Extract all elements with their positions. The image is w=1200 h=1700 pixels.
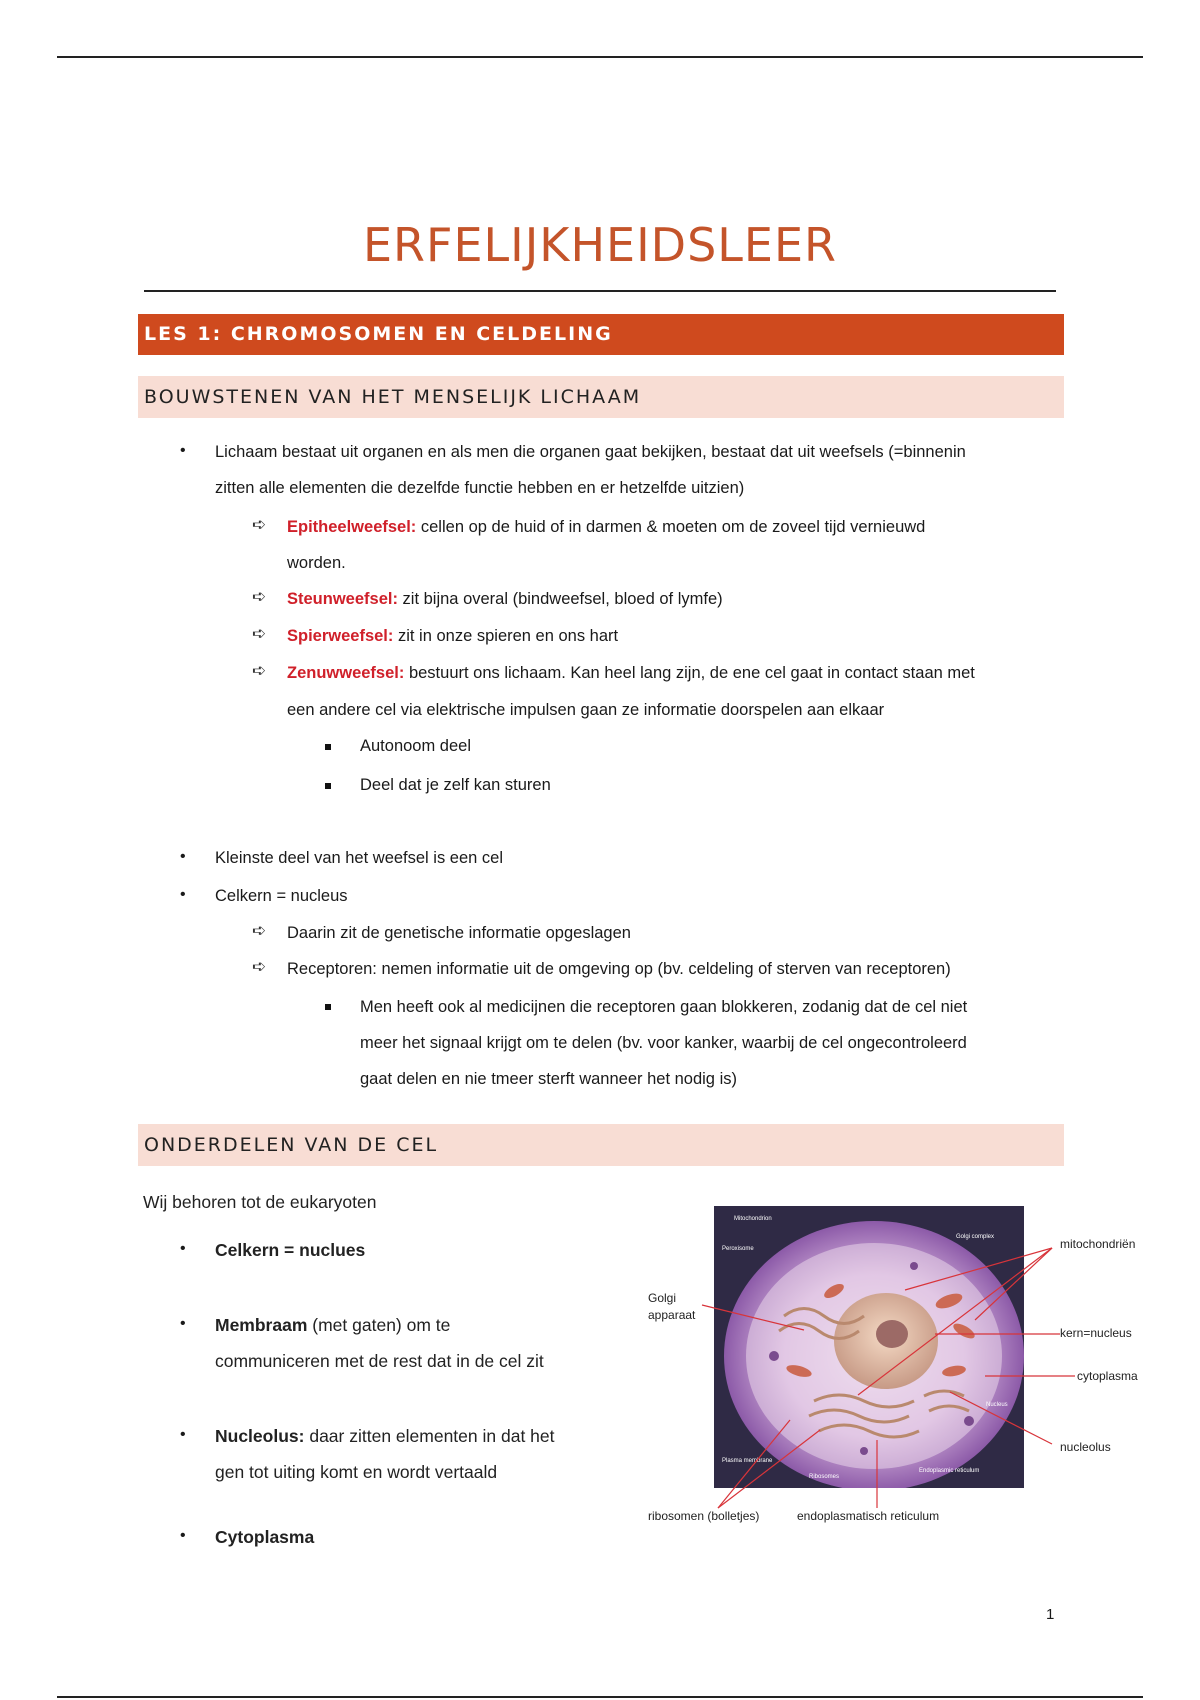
paragraph-line: Celkern = nucleus: [215, 887, 348, 905]
paragraph-line: meer het signaal krijgt om te delen (bv. voor kanker, waarbij de cel ongecontroleerd: [360, 1034, 967, 1052]
bullet: •: [180, 886, 186, 903]
square-bullet: [325, 744, 331, 750]
paragraph-line: Receptoren: nemen informatie uit de omgeving op (bv. celdeling of sterven van receptoren): [287, 960, 951, 978]
celkern-item: Celkern = nuclues: [215, 1240, 366, 1260]
cell-illustration: [714, 1206, 1024, 1488]
label-kern: kern=nucleus: [1060, 1326, 1132, 1340]
arrow-icon: ➪: [252, 624, 267, 643]
bullet: •: [180, 1315, 186, 1332]
label-nucleolus: nucleolus: [1060, 1440, 1111, 1454]
bullet: •: [180, 1426, 186, 1443]
membraam-text: (met gaten) om te: [307, 1315, 451, 1335]
steun-text: zit bijna overal (bindweefsel, bloed of lymfe): [397, 590, 723, 608]
inner-label-plasma: Plasma membrane: [722, 1458, 773, 1464]
steun-line: [287, 588, 723, 610]
arrow-icon: ➪: [252, 515, 267, 534]
lesson-header: LES 1: CHROMOSOMEN EN CELDELING: [138, 314, 1064, 355]
inner-label-er: Endoplasmic reticulum: [919, 1468, 980, 1474]
bullet: •: [180, 848, 186, 865]
epitheel-line: [287, 516, 925, 538]
paragraph-line: gaat delen en nie tmeer sterft wanneer het nodig is): [360, 1070, 737, 1088]
bottom-rule: [57, 1696, 1143, 1698]
label-cytoplasma: cytoplasma: [1077, 1369, 1138, 1383]
section-header-bouwstenen: BOUWSTENEN VAN HET MENSELIJK LICHAAM: [138, 376, 1064, 418]
zenuw-line: [287, 662, 975, 684]
epitheel-text: cellen op de huid of in darmen & moeten om de zoveel tijd vernieuwd: [416, 518, 926, 536]
label-golgi-line2: apparaat: [648, 1308, 696, 1322]
term-epitheelweefsel: Epitheelweefsel:: [287, 518, 417, 536]
paragraph-line: een andere cel via elektrische impulsen gaan ze informatie doorspelen aan elkaar: [287, 701, 885, 719]
sub-item: Deel dat je zelf kan sturen: [360, 776, 551, 794]
nucleolus-text: daar zitten elementen in dat het: [304, 1426, 555, 1446]
term-steunweefsel: Steunweefsel:: [287, 590, 398, 608]
membraam-item: [215, 1313, 450, 1337]
label-ribosomen: ribosomen (bolletjes): [648, 1509, 760, 1523]
label-golgi-line1: Golgi: [648, 1291, 677, 1305]
bullet: •: [180, 1240, 186, 1257]
arrow-icon: ➪: [252, 921, 267, 940]
term-zenuwweefsel: Zenuwweefsel:: [287, 664, 405, 682]
paragraph-line: Kleinste deel van het weefsel is een cel: [215, 849, 504, 867]
paragraph-line: gen tot uiting komt en wordt vertaald: [215, 1462, 498, 1482]
paragraph-line: worden.: [287, 554, 346, 572]
term-nucleolus: Nucleolus:: [215, 1426, 305, 1446]
inner-label-golgi: Golgi complex: [956, 1234, 995, 1240]
arrow-icon: ➪: [252, 661, 267, 680]
paragraph-line: Lichaam bestaat uit organen en als men die organen gaat bekijken, bestaat dat uit weefsels (=binnenin: [215, 443, 966, 461]
spier-text: zit in onze spieren en ons hart: [393, 627, 619, 645]
cell-diagram-image: [714, 1206, 1024, 1488]
spier-line: [287, 625, 618, 647]
arrow-icon: ➪: [252, 587, 267, 606]
nucleolus-item: [215, 1424, 555, 1448]
title-underline: [144, 290, 1056, 292]
section-header-onderdelen: ONDERDELEN VAN DE CEL: [138, 1124, 1064, 1166]
intro-text: Wij behoren tot de eukaryoten: [143, 1192, 377, 1212]
inner-label-peroxisome: Peroxisome: [722, 1246, 754, 1252]
paragraph-line: zitten alle elementen die dezelfde functie hebben en er hetzelfde uitzien): [215, 479, 745, 497]
sub-item: Autonoom deel: [360, 737, 471, 755]
inner-label-mitochondrion: Mitochondrion: [734, 1216, 772, 1222]
bullet: •: [180, 1527, 186, 1544]
term-spierweefsel: Spierweefsel:: [287, 627, 394, 645]
label-endoplasmatisch-reticulum: endoplasmatisch reticulum: [797, 1509, 940, 1523]
paragraph-line: communiceren met de rest dat in de cel zit: [215, 1351, 544, 1371]
cytoplasma-item: Cytoplasma: [215, 1527, 315, 1547]
top-rule: [57, 56, 1143, 58]
paragraph-line: Men heeft ook al medicijnen die receptoren gaan blokkeren, zodanig dat de cel niet: [360, 998, 968, 1016]
term-membraam: Membraam: [215, 1315, 308, 1335]
paragraph-line: Daarin zit de genetische informatie opgeslagen: [287, 924, 631, 942]
square-bullet: [325, 783, 331, 789]
square-bullet: [325, 1004, 331, 1010]
bullet: •: [180, 442, 186, 459]
label-mitochondrien: mitochondriën: [1060, 1237, 1136, 1251]
page-title: ERFELIJKHEIDSLEER: [362, 218, 838, 272]
arrow-icon: ➪: [252, 957, 267, 976]
inner-label-ribosomes: Ribosomes: [809, 1474, 840, 1480]
zenuw-text: bestuurt ons lichaam. Kan heel lang zijn, de ene cel gaat in contact staan met: [404, 664, 975, 682]
inner-label-nucleus: Nucleus: [986, 1402, 1008, 1408]
page-number: 1: [1046, 1606, 1055, 1623]
